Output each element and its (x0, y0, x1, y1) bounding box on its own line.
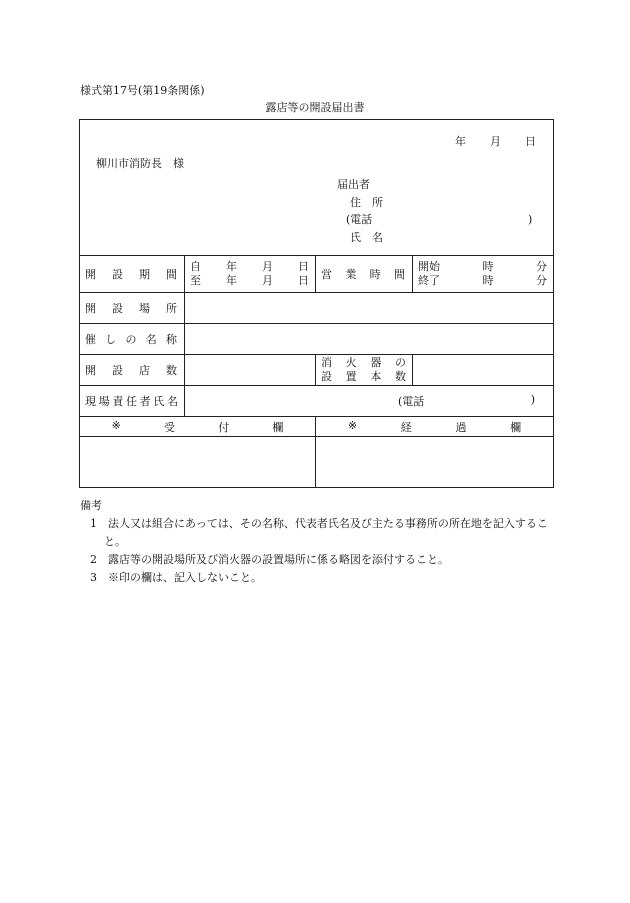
address-label: 住 所 (350, 196, 383, 209)
date-year: 年 (455, 135, 466, 148)
event-name-field[interactable] (185, 324, 554, 355)
manager-field[interactable] (185, 386, 554, 417)
notifier-label: 届出者 (337, 178, 370, 191)
remark-item-1: 1 法人又は組合にあっては、その名称、代表者氏名及び主たる事務所の所在地を記入すること。 (90, 517, 548, 548)
manager-phone-label: (電話 (398, 395, 425, 408)
business-hours-label-cell (316, 256, 413, 293)
period-label-cell (80, 256, 185, 293)
period-dates-cell (185, 256, 316, 293)
extinguisher-label-cell (316, 355, 413, 386)
stall-count-label: 開 設 店 数 (85, 364, 177, 377)
business-hours-label: 営 業 時 間 (321, 268, 405, 281)
location-label-cell (80, 293, 185, 324)
remarks-section (80, 497, 558, 587)
reception-header-cell (80, 417, 316, 437)
document-title: 露店等の開設届出書 (265, 101, 365, 114)
remark-item-2: 2 露店等の開設場所及び消火器の設置場所に係る略図を添付すること。 (90, 553, 449, 566)
hours-start-row: 開始 時 分 (418, 260, 547, 273)
event-name-label-cell (80, 324, 185, 355)
hours-end-row: 終了 時 分 (418, 274, 547, 287)
location-label: 開 設 場 所 (85, 302, 177, 315)
form-number: 様式第17号(第19条関係) (80, 84, 205, 97)
remarks-heading: 備考 (80, 499, 102, 512)
addressee: 柳川市消防長 様 (96, 157, 184, 170)
remark-item-3: 3 ※印の欄は、記入しないこと。 (90, 571, 262, 584)
notification-form-table (79, 119, 554, 488)
location-field[interactable] (185, 293, 554, 324)
manager-phone-close: ) (530, 393, 535, 406)
stall-count-field[interactable] (185, 355, 316, 386)
header-block (80, 120, 554, 256)
manager-label: 現 場 責 任 者 氏 名 (85, 395, 178, 408)
period-label: 開 設 期 間 (85, 268, 177, 281)
progress-header-cell (316, 417, 554, 437)
extinguisher-label-line2: 設 置 本 数 (321, 370, 406, 383)
phone-label: (電話 (346, 213, 373, 226)
business-hours-cell (413, 256, 554, 293)
progress-label: ※ 経 過 欄 (347, 418, 522, 434)
date-day: 日 (525, 135, 536, 148)
stall-count-label-cell (80, 355, 185, 386)
event-name-label: 催 し の 名 称 (85, 333, 177, 346)
period-from-row: 自 年 月 日 (190, 260, 309, 273)
phone-close: ) (528, 213, 533, 226)
reception-field[interactable] (80, 437, 316, 488)
extinguisher-count-field[interactable] (413, 355, 554, 386)
name-label: 氏 名 (350, 231, 383, 244)
manager-label-cell (80, 386, 185, 417)
reception-label: ※ 受 付 欄 (111, 418, 284, 434)
extinguisher-label-line1: 消 火 器 の (321, 356, 406, 369)
date-month: 月 (490, 135, 501, 148)
progress-field[interactable] (316, 437, 554, 488)
period-to-row: 至 年 月 日 (190, 274, 309, 287)
